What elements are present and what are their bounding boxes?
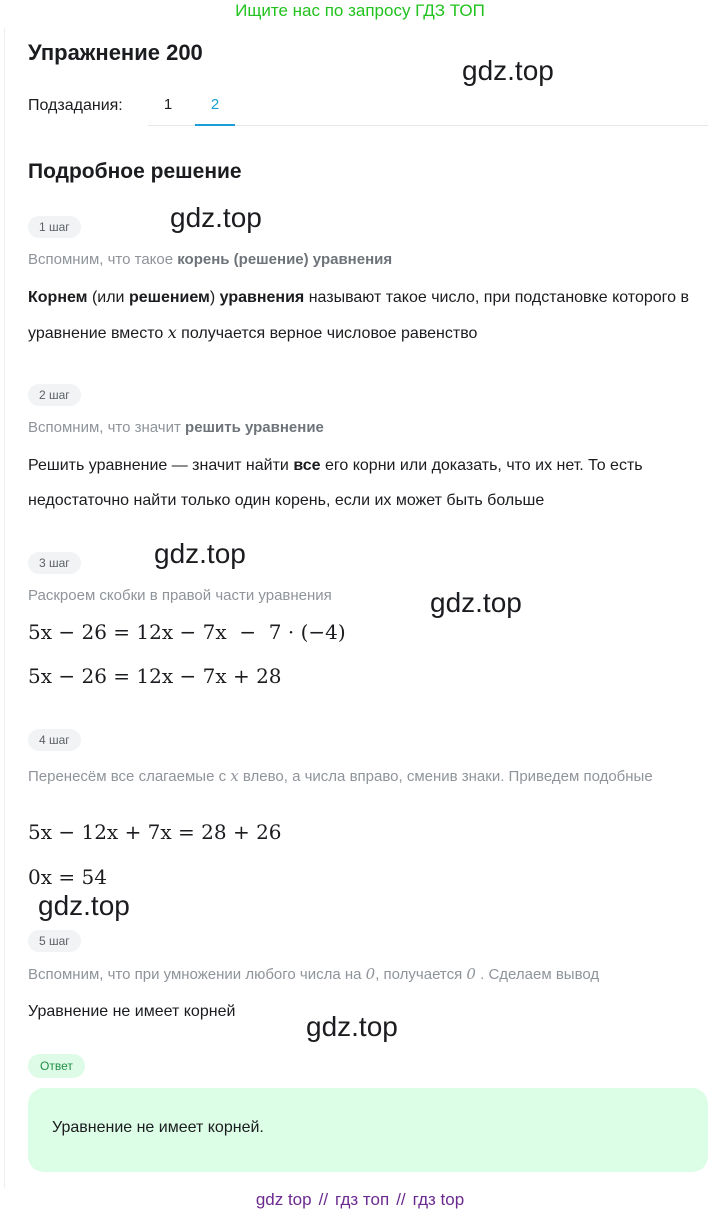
- exercise-title: Упражнение 200: [28, 40, 203, 65]
- step-4-equation-2: 0x = 54: [28, 865, 107, 889]
- watermark: gdz.top: [430, 587, 522, 618]
- top-banner: Ищите нас по запросу ГДЗ ТОП: [235, 1, 485, 20]
- watermark: gdz.top: [170, 202, 262, 233]
- watermark: gdz.top: [38, 890, 130, 921]
- step-4-hint: Перенесём все слагаемые с x влево, а числа вправо, сменив знаки. Приведем подобные: [28, 767, 653, 785]
- footer-link-3[interactable]: гдз top: [412, 1190, 465, 1209]
- step-5-text: Уравнение не имеет корней: [28, 1003, 236, 1020]
- step-3-badge: 3 шаг: [28, 552, 81, 574]
- answer-box: [28, 1088, 708, 1172]
- footer-separator: //: [318, 1190, 329, 1209]
- step-3-equation-2: 5x − 26 = 12x − 7x + 28: [28, 664, 282, 688]
- subtask-tab-1[interactable]: 1: [163, 96, 173, 113]
- footer-separator: //: [396, 1190, 406, 1209]
- subtasks-row: [28, 94, 708, 126]
- step-3-equation-1: 5x − 26 = 12x − 7x − 7 · (−4): [28, 620, 346, 644]
- footer-link-2[interactable]: гдз топ: [335, 1190, 390, 1209]
- footer-link-1[interactable]: gdz top: [255, 1190, 312, 1209]
- step-5-hint: Вспомним, что при умножении любого числа на 0, получается 0 . Сделаем вывод: [28, 965, 600, 983]
- step-4-badge: 4 шаг: [28, 729, 81, 751]
- watermark: gdz.top: [462, 55, 554, 86]
- step-2-hint: Вспомним, что значит решить уравнение: [28, 419, 324, 436]
- watermark: gdz.top: [306, 1011, 398, 1042]
- answer-text: Уравнение не имеет корней.: [52, 1119, 264, 1136]
- step-1-text: Корнем (или решением) уравнения называют такое число, при подстановке которого в уравнение вместо x получается верное числовое равенство: [28, 289, 689, 342]
- step-1-hint: Вспомним, что такое корень (решение) уравнения: [28, 251, 393, 268]
- step-1-badge: 1 шаг: [28, 216, 81, 238]
- solution-title: Подробное решение: [28, 160, 242, 183]
- step-2-badge: 2 шаг: [28, 384, 81, 406]
- step-5-badge: 5 шаг: [28, 930, 81, 952]
- step-2-text: Решить уравнение — значит найти все его корни или доказать, что их нет. То есть недостаточно найти только один корень, если их может быть больше: [28, 457, 643, 509]
- answer-badge: Ответ: [28, 1054, 85, 1078]
- watermark: gdz.top: [154, 538, 246, 569]
- subtask-tab-2[interactable]: 2: [195, 94, 235, 126]
- footer: [0, 1190, 720, 1210]
- subtasks-label: Подзадания:: [28, 97, 123, 114]
- step-4-equation-1: 5x − 12x + 7x = 28 + 26: [28, 820, 282, 844]
- step-3-hint: Раскроем скобки в правой части уравнения: [28, 587, 332, 604]
